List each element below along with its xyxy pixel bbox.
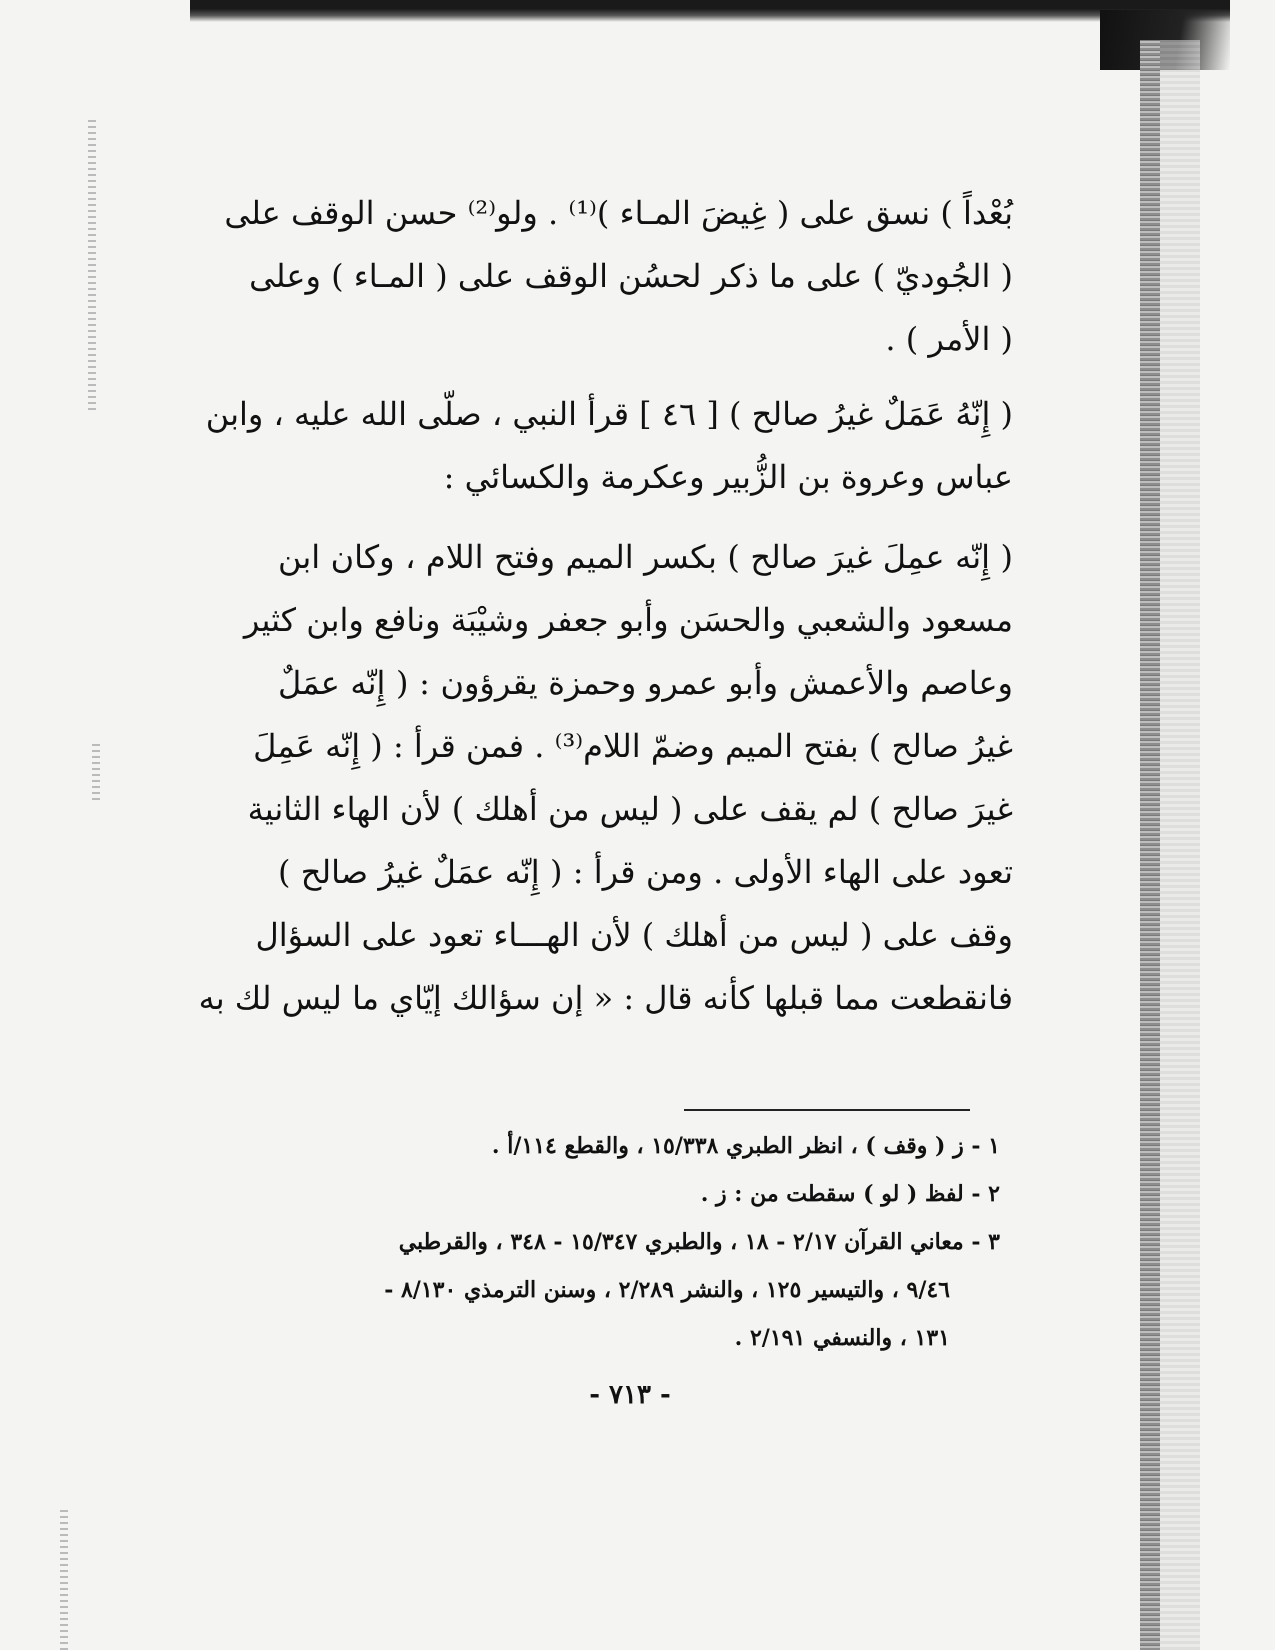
left-margin-artifact bbox=[88, 120, 96, 410]
footnote: ٢ - لفظ ( لو ) سقطت من : ز . bbox=[700, 1181, 1000, 1207]
book-spine-edge bbox=[1140, 40, 1160, 1650]
book-spine-shadow bbox=[1160, 40, 1200, 1650]
text-line: تعود على الهاء الأولى . ومن قرأ : ( إِنّه عمَلٌ غيرُ صالح ) bbox=[278, 853, 1013, 891]
text-line: ( الأمر ) . bbox=[885, 320, 1013, 358]
text-line: غيرَ صالح ) لم يقف على ( ليس من أهلك ) لأن الهاء الثانية bbox=[247, 790, 1013, 828]
left-margin-artifact bbox=[92, 740, 100, 800]
footnotes bbox=[265, 1122, 1000, 1362]
footnote: ٣ - معاني القرآن ٢/١٧ - ١٨ ، والطبري ١٥/٣٤٧ - ٣٤٨ ، والقرطبي bbox=[398, 1229, 1000, 1255]
footnote: ١ - ز ( وقف ) ، انظر الطبري ١٥/٣٣٨ ، والقطع ١١٤/أ . bbox=[491, 1133, 1000, 1159]
footnote-continuation: ١٣١ ، والنسفي ٢/١٩١ . bbox=[734, 1325, 950, 1351]
text-line: بُعْداً ) نسق على ( غِيضَ المـاء )⁽¹⁾ . ولو⁽²⁾ حسن الوقف على bbox=[224, 194, 1013, 232]
footnote-continuation: ٩/٤٦ ، والتيسير ١٢٥ ، والنشر ٢/٢٨٩ ، وسنن الترمذي ٨/١٣٠ - bbox=[384, 1277, 950, 1303]
text-line: وقف على ( ليس من أهلك ) لأن الهـــاء تعود على السؤال bbox=[255, 916, 1013, 954]
left-margin-artifact bbox=[60, 1510, 68, 1650]
text-line: فانقطعت مما قبلها كأنه قال : « إن سؤالك إيّاي ما ليس لك به bbox=[198, 979, 1013, 1017]
text-line: مسعود والشعبي والحسَن وأبو جعفر وشيْبَة ونافع وابن كثير bbox=[243, 601, 1013, 639]
text-line: عباس وعروة بن الزُّبير وعكرمة والكسائي : bbox=[443, 458, 1013, 496]
text-line: ( إِنّهُ عَمَلٌ غيرُ صالح ) [ ٤٦ ] قرأ النبي ، صلّى الله عليه ، وابن bbox=[205, 395, 1013, 433]
text-line: ( إِنّه عمِلَ غيرَ صالح ) بكسر الميم وفتح اللام ، وكان ابن bbox=[278, 538, 1013, 576]
page-number: - ٧١٣ - bbox=[589, 1380, 671, 1410]
text-line: ( الجُوديّ ) على ما ذكر لحسُن الوقف على ( المـاء ) وعلى bbox=[249, 257, 1013, 295]
text-line: وعاصم والأعمش وأبو عمرو وحمزة يقرؤون : ( إِنّه عمَلٌ bbox=[278, 664, 1014, 702]
footnote-separator bbox=[684, 1109, 970, 1111]
page-top-shadow bbox=[190, 0, 1230, 22]
main-text bbox=[198, 182, 1014, 1030]
text-line: غيرُ صالح ) بفتح الميم وضمّ اللام⁽³⁾ . فمن قرأ : ( إِنّه عَمِلَ bbox=[253, 727, 1013, 765]
